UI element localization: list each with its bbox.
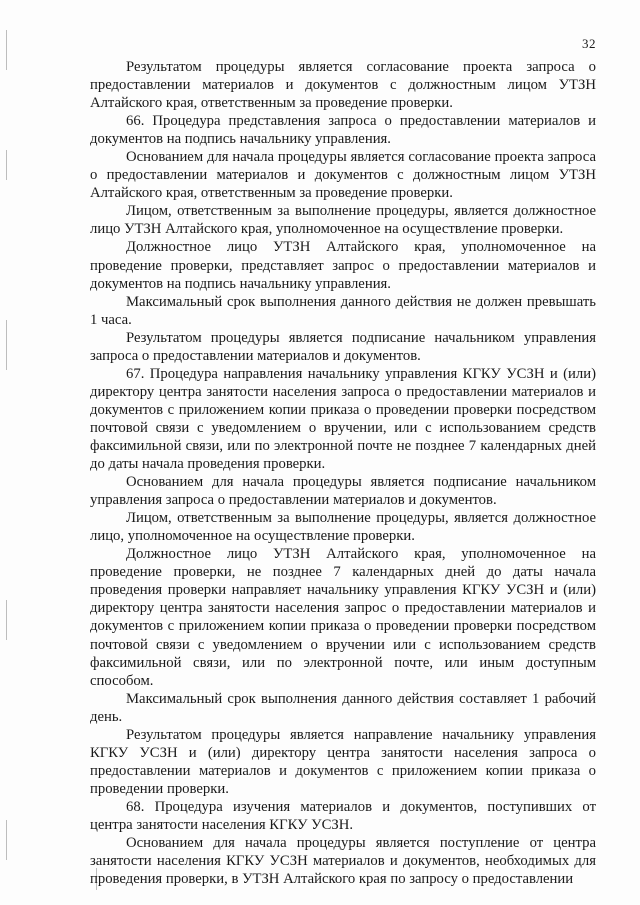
paragraph: 67. Процедура направления начальнику управления КГКУ УСЗН и (или) директору центра занятости населения запроса о предоставлении материалов и документов с приложением копии приказа о проведении проверки посредством почтовой связи с уведомлением о вручении, или с использованием средств факсимильной связи, или по электронной почте не позднее 7 календарных дней до даты начала проведения проверки.	[90, 365, 596, 473]
paragraph: Результатом процедуры является согласование проекта запроса о предоставлении материалов и документов с должностным лицом УТЗН Алтайского края, ответственным за проведение проверки.	[90, 59, 596, 112]
paragraph: Основанием для начала процедуры является согласование проекта запроса о предоставлении материалов и документов с должностным лицом УТЗН Алтайского края, ответственным за проведение проверки.	[90, 149, 596, 202]
document-body	[90, 58, 596, 888]
paragraph: 66. Процедура представления запроса о предоставлении материалов и документов на подпись начальнику управления.	[90, 113, 596, 148]
scan-edge-mark	[6, 600, 7, 640]
scan-edge-mark	[6, 820, 7, 860]
scan-edge-mark	[6, 150, 7, 180]
paragraph: Лицом, ответственным за выполнение процедуры, является должностное лицо, уполномоченное на осуществление проверки.	[90, 510, 596, 545]
paragraph: Максимальный срок выполнения данного действия не должен превышать 1 часа.	[90, 293, 596, 328]
paragraph: Должностное лицо УТЗН Алтайского края, уполномоченное на проведение проверки, не позднее 7 календарных дней до даты начала проведения проверки направляет начальнику управления КГКУ УСЗН и (или) директору центра занятости населения запрос о предоставлении материалов и документов с приложением копии приказа о проведении проверки посредством почтовой связи с уведомлением о вручении или с использованием средств факсимильной связи, или по электронной почте, или иным доступным способом.	[90, 546, 596, 689]
paragraph: Основанием для начала процедуры является подписание начальником управления запроса о предоставлении материалов и документов.	[90, 474, 596, 509]
scan-edge-mark	[6, 320, 7, 370]
paragraph: Лицом, ответственным за выполнение процедуры, является должностное лицо УТЗН Алтайского края, уполномоченное на осуществление проверки.	[90, 203, 596, 238]
paragraph: Основанием для начала процедуры является поступление от центра занятости населения КГКУ УСЗН материалов и документов, необходимых для проведения проверки, в УТЗН Алтайского края по запросу о предоставлении	[90, 835, 596, 888]
scan-edge-mark	[6, 30, 7, 70]
paragraph: Максимальный срок выполнения данного действия составляет 1 рабочий день.	[90, 690, 596, 725]
paragraph: Результатом процедуры является подписание начальником управления запроса о предоставлении материалов и документов.	[90, 329, 596, 364]
paragraph: Должностное лицо УТЗН Алтайского края, уполномоченное на проведение проверки, представляет запрос о предоставлении материалов и документов на подпись начальнику управления.	[90, 239, 596, 292]
page-number: 32	[582, 36, 596, 51]
paragraph: Результатом процедуры является направление начальнику управления КГКУ УСЗН и (или) директору центра занятости населения запроса о предоставлении материалов и документов с приложением копии приказа о проведении проверки.	[90, 726, 596, 797]
paragraph: 68. Процедура изучения материалов и документов, поступивших от центра занятости населения КГКУ УСЗН.	[90, 798, 596, 833]
